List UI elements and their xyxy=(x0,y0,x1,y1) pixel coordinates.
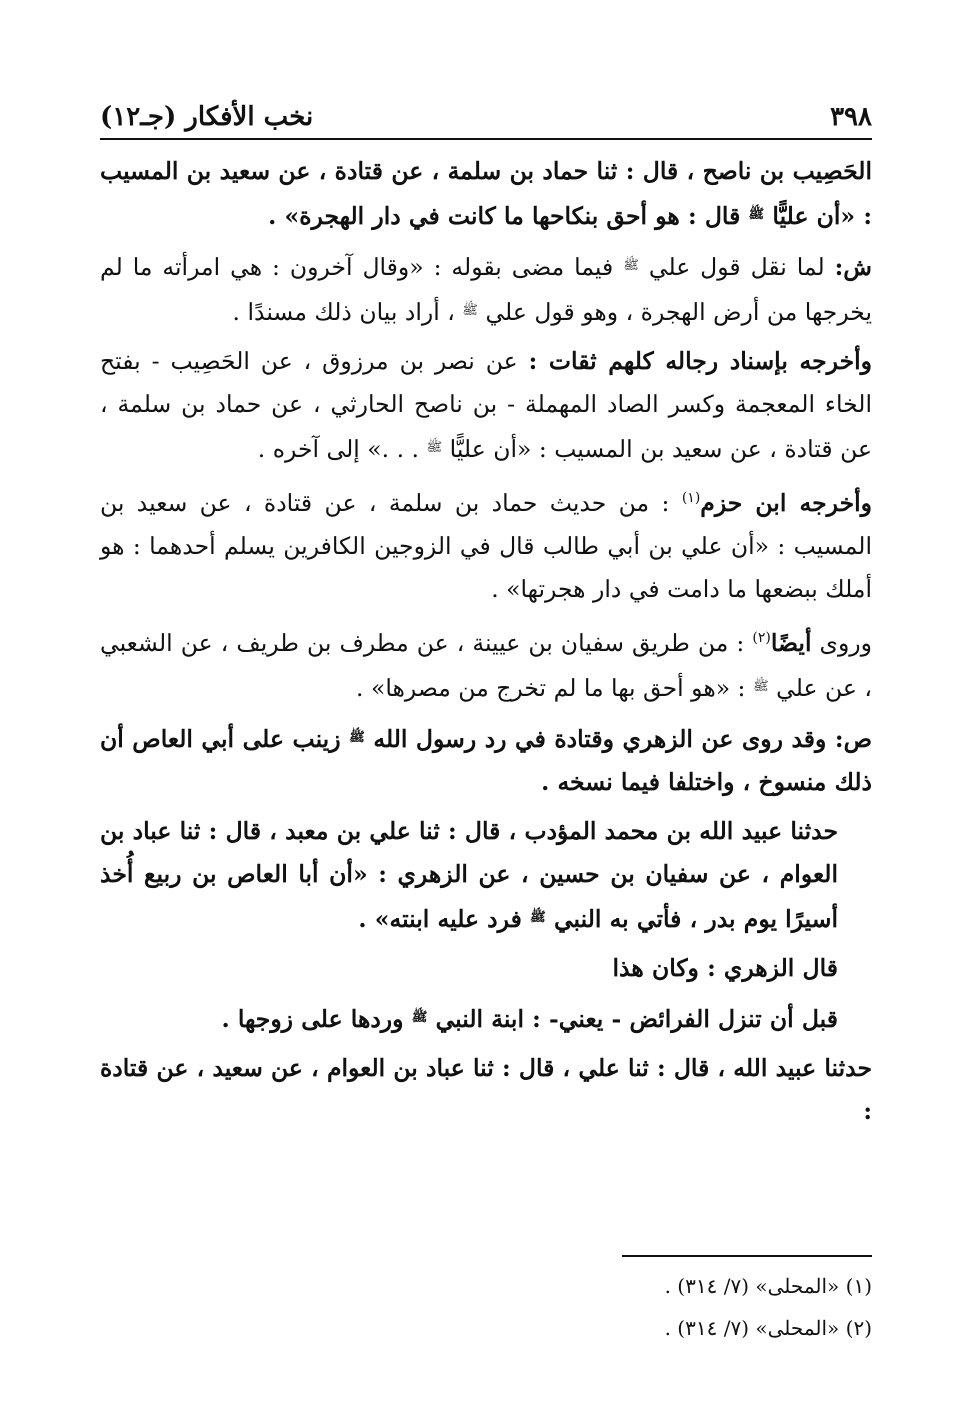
honorific-mark: ﷺ xyxy=(349,730,365,745)
page-body xyxy=(100,150,872,1139)
p7-text-1: حدثنا عبيد الله بن محمد المؤدب ، قال : ثنا علي بن معبد ، قال : ثنا عباد بن العوام ، عن سفيان بن حسين ، عن الزهري : «أن أبا العاص بن ربيع أُخذ أسيرًا يوم بدر ، فأتي به النبي xyxy=(100,817,838,933)
p1-quote-1: «أن عليًّا xyxy=(772,202,856,230)
p5-text-1: : من طريق سفيان بن عيينة ، عن مطرف بن طريف ، عن الشعبي ، عن علي xyxy=(100,629,872,702)
honorific-mark: ﷺ xyxy=(752,679,769,694)
p5-lead-1: وروى xyxy=(819,629,872,657)
honorific-mark: ﷺ xyxy=(462,303,478,318)
p6-text-1: وقد روى عن الزهري وقتادة في رد رسول الله xyxy=(373,725,827,753)
footnote-2: (٢) «المحلى» (٧/ ٣١٤) . xyxy=(664,1316,872,1340)
book-title: نخب الأفكار (جـ١٢) xyxy=(100,102,314,132)
p6-text-2: زينب على أبي العاص أن ذلك منسوخ ، واختلفا فيما نسخه . xyxy=(100,725,872,796)
paragraph-3 xyxy=(100,340,872,471)
paragraph-1 xyxy=(100,150,872,238)
p3-text-1: عن نصر بن مرزوق ، عن الحَصِيب - بفتح الخاء المعجمة وكسر الصاد المهملة - بن ناصح الحارثي ، عن حماد بن سلمة ، عن قتادة ، عن سعيد بن المسيب : «أن عليًّا xyxy=(100,347,872,463)
p4-lead: وأخرجه ابن حزم xyxy=(700,489,872,517)
p2-text-3: ، أراد بيان ذلك مسندًا . xyxy=(232,298,455,326)
p4-text-1: : من حديث حماد بن سلمة ، عن قتادة ، عن سعيد بن المسيب : «أن علي بن أبي طالب قال في الزوجين الكافرين يسلم أحدهما : هو أملك ببضعها ما دامت في دار هجرتها» . xyxy=(100,489,872,603)
p1-quote-2: قال : هو أحق بنكاحها ما كانت في دار الهجرة» . xyxy=(268,202,741,230)
paragraph-5 xyxy=(100,617,872,710)
p2-text-2: فيما مضى بقوله : «وقال آخرون : هي امرأته ما لم يخرجها من أرض الهجرة ، وهو قول علي xyxy=(100,253,872,326)
page-number: ٣٩٨ xyxy=(830,102,872,132)
p3-text-2: . . .» إلى آخره . xyxy=(257,435,419,463)
p9-text-1: قبل أن تنزل الفرائض - يعني- : ابنة النبي xyxy=(435,1005,838,1033)
p9-text-2: وردها على زوجها . xyxy=(221,1005,404,1033)
p8-text-1: قال الزهري : وكان هذا xyxy=(612,954,838,982)
paragraph-2 xyxy=(100,244,872,334)
paragraph-7 xyxy=(100,810,872,941)
honorific-mark: ﷺ xyxy=(426,440,443,455)
paragraph-6 xyxy=(100,716,872,804)
p7-text-2: فرد عليه ابنته» . xyxy=(358,905,522,933)
p5-lead-2: أيضًا xyxy=(770,629,812,657)
paragraph-10 xyxy=(100,1047,872,1133)
header-rule xyxy=(100,138,872,140)
p5-text-2: : «هو أحق بها ما لم تخرج من مصرها» . xyxy=(356,674,746,702)
footnotes xyxy=(100,1265,872,1349)
matn-marker: ص: xyxy=(834,725,873,753)
p3-lead: وأخرجه بإسناد رجاله كلهم ثقات : xyxy=(528,347,873,375)
p10-text-1: حدثنا عبيد الله ، قال : ثنا علي ، قال : ثنا عباد بن العوام ، عن سعيد ، عن قتادة : xyxy=(100,1054,872,1125)
honorific-mark: ﷺ xyxy=(530,910,546,925)
footnote-ref-2[interactable]: (٢) xyxy=(752,630,771,646)
p1-text-1: الحَصِيب بن ناصح ، قال : ثنا حماد بن سلمة ، عن قتادة ، عن سعيد بن المسيب : xyxy=(100,157,872,230)
footnote-ref-1[interactable]: (١) xyxy=(681,490,701,506)
paragraph-4 xyxy=(100,477,872,611)
footnote-1: (١) «المحلى» (٧/ ٣١٤) . xyxy=(664,1274,872,1298)
page-header xyxy=(100,88,872,132)
paragraph-9 xyxy=(100,996,872,1041)
honorific-mark: ﷺ xyxy=(411,1010,428,1025)
paragraph-8 xyxy=(100,947,872,990)
footnote-rule xyxy=(622,1255,872,1257)
honorific-mark: ﷺ xyxy=(623,258,639,273)
honorific-mark: ﷺ xyxy=(748,207,765,222)
p2-text-1: لما نقل قول علي xyxy=(648,253,825,281)
sharh-marker: ش: xyxy=(834,253,872,281)
